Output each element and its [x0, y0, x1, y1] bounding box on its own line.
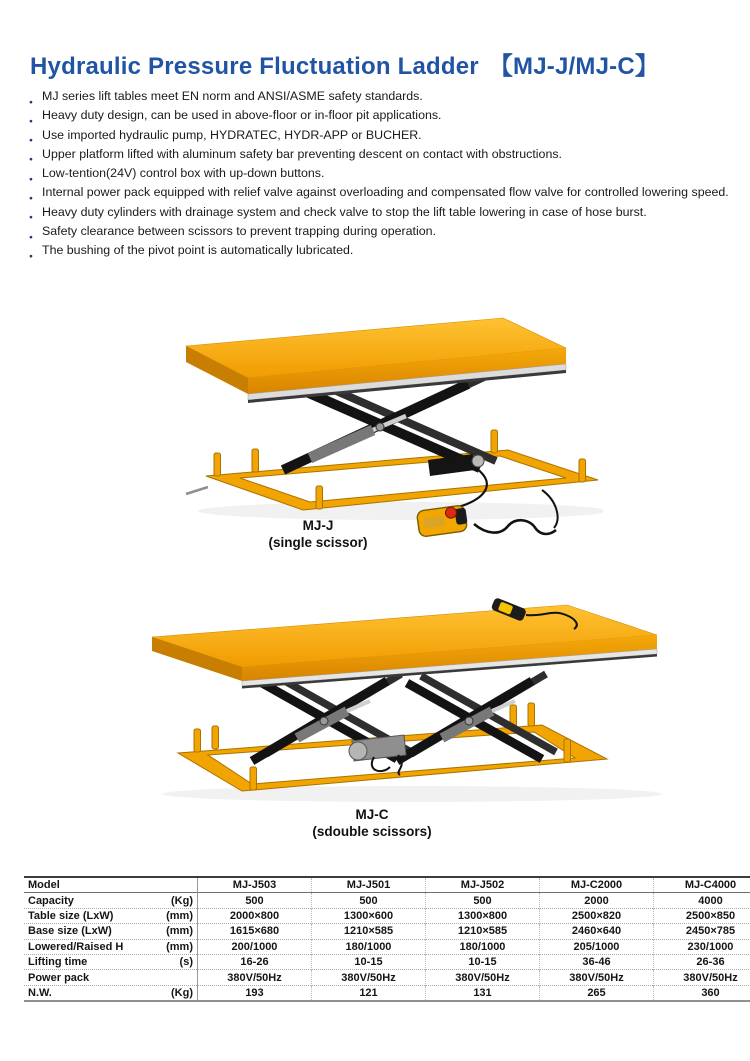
- spec-value: 131: [426, 985, 540, 1001]
- spec-value: 380V/50Hz: [540, 970, 654, 985]
- row-label-flex: [28, 925, 193, 937]
- row-label-flex: [28, 956, 193, 968]
- row-label-flex: [28, 987, 193, 999]
- spec-value: 2000: [540, 893, 654, 908]
- row-label-flex: [28, 941, 193, 953]
- table-row: [24, 970, 750, 985]
- pendant-cable: [458, 468, 558, 534]
- spec-unit: (mm): [166, 925, 193, 938]
- table-row: [24, 954, 750, 969]
- table-row: [24, 985, 750, 1001]
- spec-table-body: [24, 877, 750, 1001]
- spec-value: 205/1000: [540, 939, 654, 954]
- platform: [186, 318, 566, 403]
- spec-label: Lowered/Raised H: [28, 940, 124, 953]
- spec-value: 26-36: [696, 956, 725, 969]
- spec-value: 380V/50Hz: [426, 970, 540, 985]
- table-row: [24, 939, 750, 954]
- feature-item: ● Internal power pack equipped with relief valve against overloading and compensated flow valve for controlled lowering speed.: [29, 183, 745, 202]
- spec-unit: (Kg): [171, 894, 193, 907]
- power-pack: [349, 735, 406, 775]
- spec-value: 1615×680: [198, 924, 312, 939]
- feature-list: [29, 87, 745, 261]
- feature-item: ● The bushing of the pivot point is automatically lubricated.: [29, 241, 745, 260]
- spec-value: 4000: [698, 894, 723, 907]
- spec-table-section: [24, 876, 738, 1002]
- spec-value: 265: [540, 985, 654, 1001]
- spec-table: [24, 876, 750, 1002]
- spec-value: 2000×800: [198, 908, 312, 923]
- spec-label: Lifting time: [28, 956, 88, 969]
- spec-value: 1300×600: [312, 908, 426, 923]
- spec-value: 380V/50Hz: [312, 970, 426, 985]
- row-label: [24, 924, 198, 939]
- platform: [152, 605, 657, 689]
- row-label: [24, 970, 198, 985]
- spec-value: 121: [312, 985, 426, 1001]
- spec-unit: (s): [179, 956, 193, 969]
- spec-value: 380V/50Hz: [198, 970, 312, 985]
- feature-item: ● Safety clearance between scissors to prevent trapping during operation.: [29, 222, 745, 241]
- spec-value: 360: [701, 986, 720, 999]
- page-title-text: Hydraulic Pressure Fluctuation Ladder: [30, 53, 479, 80]
- spec-value: 10-15: [426, 954, 540, 969]
- spec-label: N.W.: [28, 986, 52, 999]
- mjj-product-image: [158, 298, 603, 550]
- table-row: [24, 877, 750, 893]
- row-label: [24, 985, 198, 1001]
- spec-value: 500: [426, 893, 540, 908]
- spec-value: 180/1000: [426, 939, 540, 954]
- mjc-product-image: [112, 593, 687, 805]
- spec-value: 1210×585: [312, 924, 426, 939]
- mjc-caption: [287, 806, 457, 840]
- mjc-model-subtitle: (sdouble scissors): [312, 824, 432, 839]
- spec-value: 2500×850: [685, 909, 736, 922]
- feature-item: ● Heavy duty design, can be used in above-floor or in-floor pit applications.: [29, 106, 745, 125]
- spec-value: 2500×820: [540, 908, 654, 923]
- feature-item: ● Use imported hydraulic pump, HYDRATEC, HYDR-APP or BUCHER.: [29, 126, 745, 145]
- spec-value: 10-15: [312, 954, 426, 969]
- model-name: MJ-C2000: [540, 877, 654, 893]
- spec-value: 193: [198, 985, 312, 1001]
- base-frame: [186, 430, 598, 510]
- spec-unit: (mm): [166, 940, 193, 953]
- spec-label: Table size (LxW): [28, 909, 114, 922]
- spec-value: 230/1000: [687, 940, 734, 953]
- feature-item: ● Heavy duty cylinders with drainage system and check valve to stop the lift table lowering in case of hose burst.: [29, 203, 745, 222]
- spec-value: 180/1000: [312, 939, 426, 954]
- model-label: Model: [24, 877, 198, 893]
- row-label: [24, 939, 198, 954]
- table-row: [24, 908, 750, 923]
- feature-item: ● MJ series lift tables meet EN norm and ANSI/ASME safety standards.: [29, 87, 745, 106]
- model-name: MJ-C4000: [684, 879, 737, 892]
- table-row: [24, 893, 750, 908]
- row-label-flex: [28, 895, 193, 907]
- mjc-model-name: MJ-C: [355, 807, 389, 822]
- spec-label: Power pack: [28, 971, 90, 984]
- page-title: [30, 46, 659, 81]
- spec-value: 200/1000: [198, 939, 312, 954]
- model-name: MJ-J501: [312, 877, 426, 893]
- row-label: [24, 908, 198, 923]
- spec-value: 500: [198, 893, 312, 908]
- spec-value: 380V/50Hz: [683, 971, 738, 984]
- model-name: MJ-J503: [198, 877, 312, 893]
- spec-unit: (Kg): [171, 986, 193, 999]
- feature-item: ● Low-tention(24V) control box with up-down buttons.: [29, 164, 745, 183]
- spec-label: Base size (LxW): [28, 925, 112, 938]
- spec-value: 500: [312, 893, 426, 908]
- mjj-model-name: MJ-J: [302, 518, 334, 533]
- mjj-caption: [233, 517, 403, 551]
- spec-unit: (mm): [166, 909, 193, 922]
- spec-value: 2460×640: [540, 924, 654, 939]
- spec-value: 1300×800: [426, 908, 540, 923]
- spec-value: 36-46: [540, 954, 654, 969]
- model-name: MJ-J502: [426, 877, 540, 893]
- table-row: [24, 924, 750, 939]
- feature-item: ● Upper platform lifted with aluminum safety bar preventing descent on contact with obstructions.: [29, 145, 745, 164]
- spec-value: 2450×785: [685, 925, 736, 938]
- row-label-flex: [28, 910, 193, 922]
- row-label-flex: [28, 972, 193, 984]
- row-label: [24, 893, 198, 908]
- spec-label: Capacity: [28, 894, 74, 907]
- row-label: [24, 954, 198, 969]
- page-title-model-bracket: 【MJ-J/MJ-C】: [488, 53, 660, 80]
- spec-value: 16-26: [198, 954, 312, 969]
- spec-value: 1210×585: [426, 924, 540, 939]
- mjj-model-subtitle: (single scissor): [268, 535, 368, 550]
